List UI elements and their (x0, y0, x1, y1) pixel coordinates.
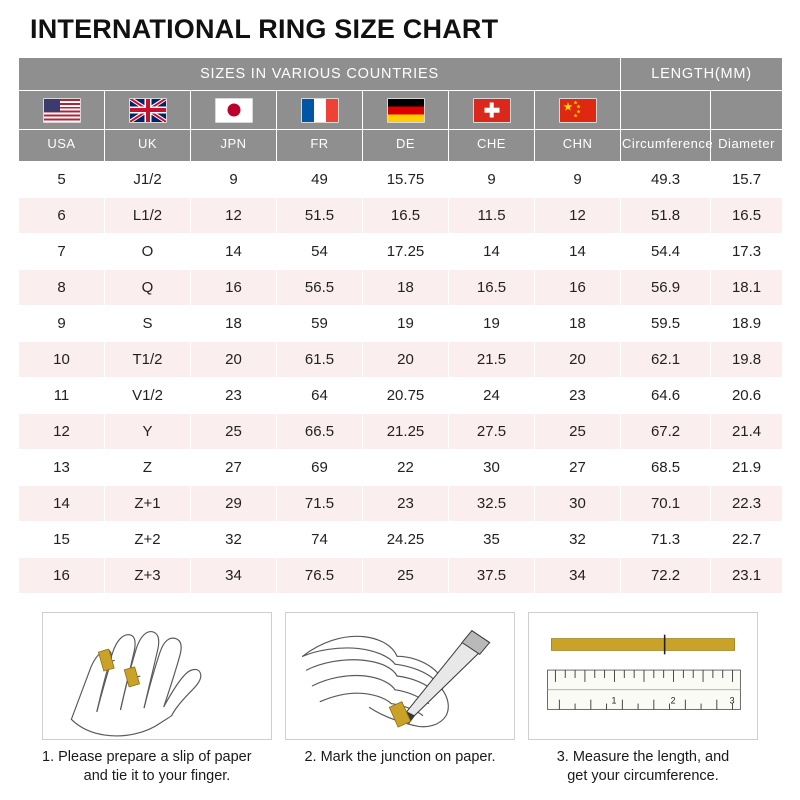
cell-de: 24.25 (363, 522, 449, 558)
cell-uk: Z+2 (105, 522, 191, 558)
cell-diameter: 21.4 (711, 414, 783, 450)
cell-fr: 71.5 (277, 486, 363, 522)
cell-chn: 20 (535, 342, 621, 378)
cell-chn: 16 (535, 270, 621, 306)
cell-jpn: 29 (191, 486, 277, 522)
col-header-circumference: Circumference (621, 130, 711, 162)
cell-jpn: 16 (191, 270, 277, 306)
col-header-fr: FR (277, 130, 363, 162)
step-3-line1: 3. Measure the length, and (556, 749, 730, 765)
table-row (19, 234, 783, 270)
cell-chn: 32 (535, 522, 621, 558)
cell-fr: 54 (277, 234, 363, 270)
cell-che: 11.5 (449, 198, 535, 234)
ring-size-table (18, 57, 783, 594)
step-3-line2: get your circumference. (567, 768, 719, 784)
cell-circumference: 56.9 (621, 270, 711, 306)
cell-fr: 69 (277, 450, 363, 486)
cell-che: 37.5 (449, 558, 535, 594)
table-row (19, 414, 783, 450)
cell-usa: 7 (19, 234, 105, 270)
cell-circumference: 71.3 (621, 522, 711, 558)
cell-chn: 30 (535, 486, 621, 522)
table-row (19, 270, 783, 306)
step-3-caption (528, 748, 758, 786)
length-flag-spacer-diameter (711, 91, 783, 130)
japan-flag-cell (191, 91, 277, 130)
col-header-usa: USA (19, 130, 105, 162)
svg-text:1: 1 (611, 695, 617, 706)
table-row (19, 378, 783, 414)
cell-che: 16.5 (449, 270, 535, 306)
cell-jpn: 9 (191, 162, 277, 198)
cell-usa: 6 (19, 198, 105, 234)
cell-che: 21.5 (449, 342, 535, 378)
cell-jpn: 27 (191, 450, 277, 486)
ruler-measuring-paper-illustration (528, 612, 758, 740)
cell-che: 32.5 (449, 486, 535, 522)
step-2-caption (285, 748, 515, 767)
cell-usa: 16 (19, 558, 105, 594)
table-row (19, 198, 783, 234)
cell-fr: 64 (277, 378, 363, 414)
cell-diameter: 22.3 (711, 486, 783, 522)
col-header-che: CHE (449, 130, 535, 162)
cell-uk: T1/2 (105, 342, 191, 378)
step-3 (528, 612, 758, 786)
cell-fr: 76.5 (277, 558, 363, 594)
header-group-length: LENGTH(MM) (621, 58, 783, 91)
cell-chn: 18 (535, 306, 621, 342)
col-header-jpn: JPN (191, 130, 277, 162)
cell-fr: 56.5 (277, 270, 363, 306)
uk-flag-icon (129, 98, 167, 123)
hand-with-paper-strip-illustration (42, 612, 272, 740)
length-flag-spacer-circumference (621, 91, 711, 130)
cell-circumference: 68.5 (621, 450, 711, 486)
cell-uk: O (105, 234, 191, 270)
cell-che: 27.5 (449, 414, 535, 450)
cell-diameter: 20.6 (711, 378, 783, 414)
cell-diameter: 16.5 (711, 198, 783, 234)
table-row (19, 162, 783, 198)
svg-text:2: 2 (670, 695, 676, 706)
cell-jpn: 20 (191, 342, 277, 378)
cell-uk: Z+3 (105, 558, 191, 594)
step-1-caption (42, 748, 272, 786)
cell-uk: J1/2 (105, 162, 191, 198)
step-1-line2: and tie it to your finger. (83, 768, 231, 784)
cell-circumference: 67.2 (621, 414, 711, 450)
cell-usa: 14 (19, 486, 105, 522)
col-header-diameter: Diameter (711, 130, 783, 162)
col-header-de: DE (363, 130, 449, 162)
cell-de: 18 (363, 270, 449, 306)
cell-diameter: 15.7 (711, 162, 783, 198)
step-2-line1: 2. Mark the junction on paper. (304, 749, 496, 765)
cell-circumference: 49.3 (621, 162, 711, 198)
germany-flag-icon (387, 98, 425, 123)
cell-de: 16.5 (363, 198, 449, 234)
table-row (19, 486, 783, 522)
cell-chn: 25 (535, 414, 621, 450)
cell-jpn: 32 (191, 522, 277, 558)
cell-de: 20 (363, 342, 449, 378)
france-flag-cell (277, 91, 363, 130)
usa-flag-cell (19, 91, 105, 130)
cell-circumference: 70.1 (621, 486, 711, 522)
cell-uk: S (105, 306, 191, 342)
cell-che: 30 (449, 450, 535, 486)
cell-jpn: 12 (191, 198, 277, 234)
instruction-steps (18, 612, 782, 786)
cell-che: 24 (449, 378, 535, 414)
cell-chn: 12 (535, 198, 621, 234)
usa-flag-icon (43, 98, 81, 123)
cell-jpn: 18 (191, 306, 277, 342)
cell-jpn: 14 (191, 234, 277, 270)
cell-jpn: 34 (191, 558, 277, 594)
cell-de: 25 (363, 558, 449, 594)
uk-flag-cell (105, 91, 191, 130)
cell-diameter: 21.9 (711, 450, 783, 486)
cell-diameter: 23.1 (711, 558, 783, 594)
cell-uk: Z (105, 450, 191, 486)
cell-fr: 59 (277, 306, 363, 342)
cell-usa: 11 (19, 378, 105, 414)
header-group-sizes: SIZES IN VARIOUS COUNTRIES (19, 58, 621, 91)
cell-che: 9 (449, 162, 535, 198)
cell-usa: 5 (19, 162, 105, 198)
cell-uk: Z+1 (105, 486, 191, 522)
japan-flag-icon (215, 98, 253, 123)
table-row (19, 522, 783, 558)
cell-de: 21.25 (363, 414, 449, 450)
cell-che: 35 (449, 522, 535, 558)
cell-usa: 12 (19, 414, 105, 450)
step-2 (285, 612, 515, 786)
cell-usa: 9 (19, 306, 105, 342)
germany-flag-cell (363, 91, 449, 130)
table-row (19, 306, 783, 342)
cell-de: 19 (363, 306, 449, 342)
cell-usa: 15 (19, 522, 105, 558)
cell-fr: 49 (277, 162, 363, 198)
cell-diameter: 18.9 (711, 306, 783, 342)
cell-jpn: 23 (191, 378, 277, 414)
table-row (19, 558, 783, 594)
table-body (19, 162, 783, 594)
cell-de: 20.75 (363, 378, 449, 414)
cell-de: 15.75 (363, 162, 449, 198)
cell-uk: L1/2 (105, 198, 191, 234)
cell-jpn: 25 (191, 414, 277, 450)
cell-de: 23 (363, 486, 449, 522)
cell-usa: 8 (19, 270, 105, 306)
step-1-line1: 1. Please prepare a slip of paper (42, 749, 252, 765)
cell-che: 19 (449, 306, 535, 342)
cell-circumference: 62.1 (621, 342, 711, 378)
cell-uk: V1/2 (105, 378, 191, 414)
cell-circumference: 51.8 (621, 198, 711, 234)
cell-fr: 66.5 (277, 414, 363, 450)
cell-uk: Y (105, 414, 191, 450)
cell-chn: 23 (535, 378, 621, 414)
cell-chn: 27 (535, 450, 621, 486)
table-row (19, 450, 783, 486)
switzerland-flag-cell (449, 91, 535, 130)
cell-fr: 61.5 (277, 342, 363, 378)
france-flag-icon (301, 98, 339, 123)
china-flag-icon: ★ ★ ★ ★ ★ (559, 98, 597, 123)
cell-diameter: 18.1 (711, 270, 783, 306)
cell-circumference: 54.4 (621, 234, 711, 270)
switzerland-flag-icon (473, 98, 511, 123)
cell-uk: Q (105, 270, 191, 306)
svg-text:3: 3 (729, 695, 735, 706)
cell-diameter: 22.7 (711, 522, 783, 558)
cell-usa: 13 (19, 450, 105, 486)
cell-circumference: 64.6 (621, 378, 711, 414)
cell-de: 22 (363, 450, 449, 486)
step-1 (42, 612, 272, 786)
table-header-codes (19, 130, 783, 162)
marking-paper-with-pen-illustration (285, 612, 515, 740)
table-row (19, 342, 783, 378)
cell-diameter: 17.3 (711, 234, 783, 270)
cell-circumference: 72.2 (621, 558, 711, 594)
cell-de: 17.25 (363, 234, 449, 270)
cell-fr: 74 (277, 522, 363, 558)
cell-circumference: 59.5 (621, 306, 711, 342)
cell-diameter: 19.8 (711, 342, 783, 378)
cell-fr: 51.5 (277, 198, 363, 234)
table-header-groups (19, 58, 783, 91)
cell-usa: 10 (19, 342, 105, 378)
cell-chn: 9 (535, 162, 621, 198)
cell-chn: 34 (535, 558, 621, 594)
table-header-flags (19, 91, 783, 130)
cell-chn: 14 (535, 234, 621, 270)
china-flag-cell (535, 91, 621, 130)
cell-che: 14 (449, 234, 535, 270)
col-header-uk: UK (105, 130, 191, 162)
page-title: INTERNATIONAL RING SIZE CHART (30, 14, 499, 44)
col-header-chn: CHN (535, 130, 621, 162)
